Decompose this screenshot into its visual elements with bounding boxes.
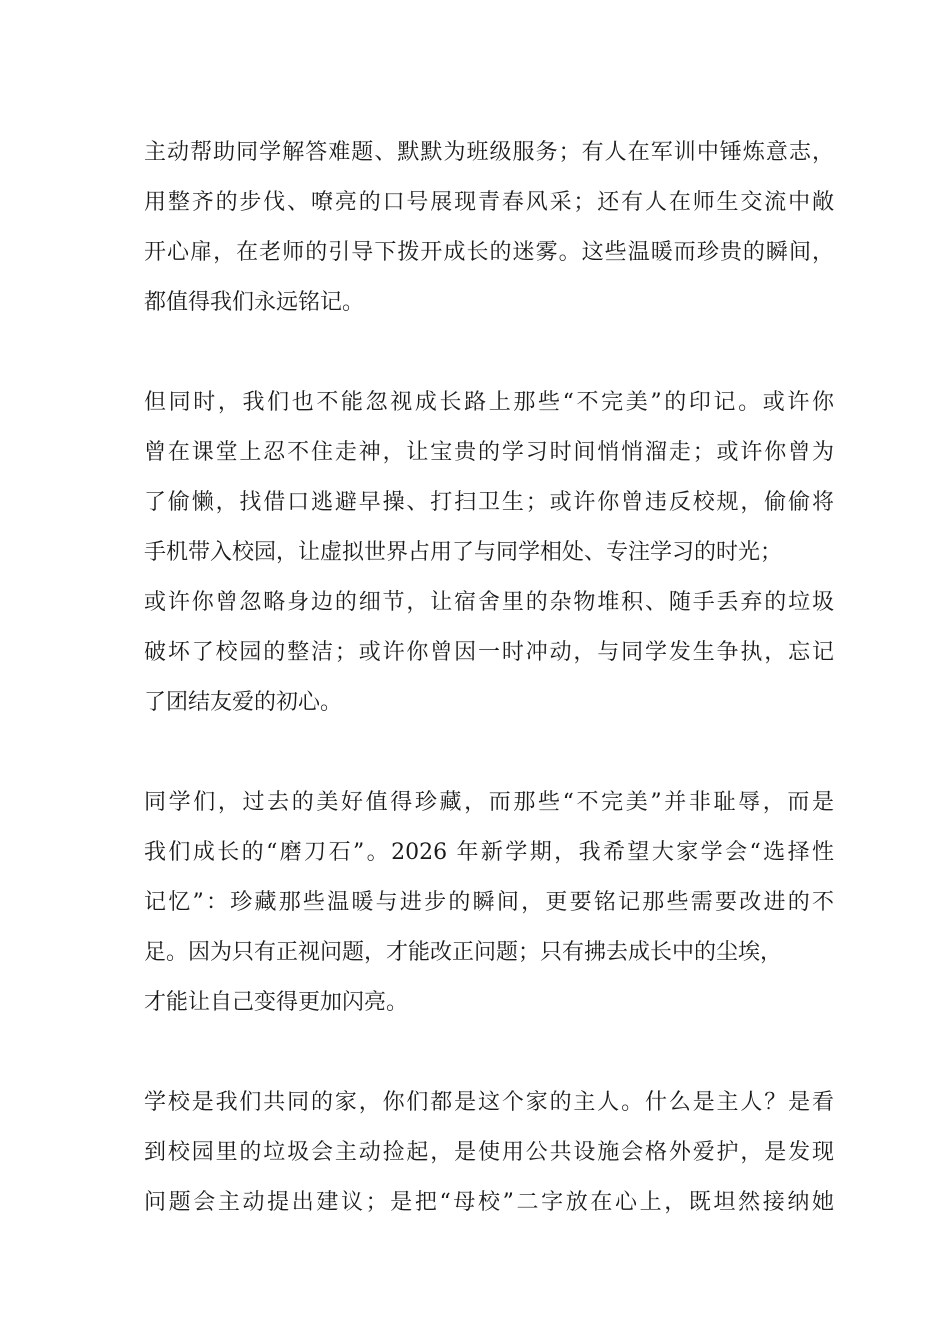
- text-line: 了团结友爱的初心。: [144, 690, 343, 715]
- text-line: 都值得我们永远铭记。: [144, 290, 365, 315]
- text-line: 记忆”：珍藏那些温暖与进步的瞬间，更要铭记那些需要改进的不: [144, 890, 834, 915]
- text-line: 才能让自己变得更加闪亮。: [144, 990, 409, 1015]
- text-line: 曾在课堂上忍不住走神，让宝贵的学习时间悄悄溜走；或许你曾为: [144, 440, 834, 465]
- text-line: 问题会主动提出建议；是把“母校”二字放在心上，既坦然接纳她: [144, 1190, 834, 1215]
- text-line: 但同时，我们也不能忽视成长路上那些“不完美”的印记。或许你: [144, 390, 834, 415]
- text-line: 或许你曾忽略身边的细节，让宿舍里的杂物堆积、随手丢弃的垃圾: [144, 590, 834, 615]
- text-line: 手机带入校园，让虚拟世界占用了与同学相处、专注学习的时光；: [144, 540, 783, 565]
- text-line: 用整齐的步伐、嘹亮的口号展现青春风采；还有人在师生交流中敞: [144, 190, 834, 215]
- text-line: 了偷懒，找借口逃避早操、打扫卫生；或许你曾违反校规，偷偷将: [144, 490, 834, 515]
- document-body: [144, 128, 834, 1278]
- text-line: 学校是我们共同的家，你们都是这个家的主人。什么是主人？是看: [144, 1090, 834, 1115]
- text-line: 主动帮助同学解答难题、默默为班级服务；有人在军训中锤炼意志，: [144, 140, 834, 165]
- text-line: 开心扉，在老师的引导下拨开成长的迷雾。这些温暖而珍贵的瞬间，: [144, 240, 834, 265]
- text-line: 我们成长的“磨刀石”。2026 年新学期，我希望大家学会“选择性: [144, 840, 834, 865]
- paragraph-4: [144, 1078, 834, 1228]
- text-line: 破坏了校园的整洁；或许你曾因一时冲动，与同学发生争执，忘记: [144, 640, 834, 665]
- text-line: 到校园里的垃圾会主动捡起，是使用公共设施会格外爱护，是发现: [144, 1140, 834, 1165]
- paragraph-2: [144, 378, 834, 728]
- paragraph-1: [144, 128, 834, 328]
- paragraph-3: [144, 778, 834, 1028]
- text-line: 足。因为只有正视问题，才能改正问题；只有拂去成长中的尘埃，: [144, 940, 783, 965]
- text-line: 同学们，过去的美好值得珍藏，而那些“不完美”并非耻辱，而是: [144, 790, 834, 815]
